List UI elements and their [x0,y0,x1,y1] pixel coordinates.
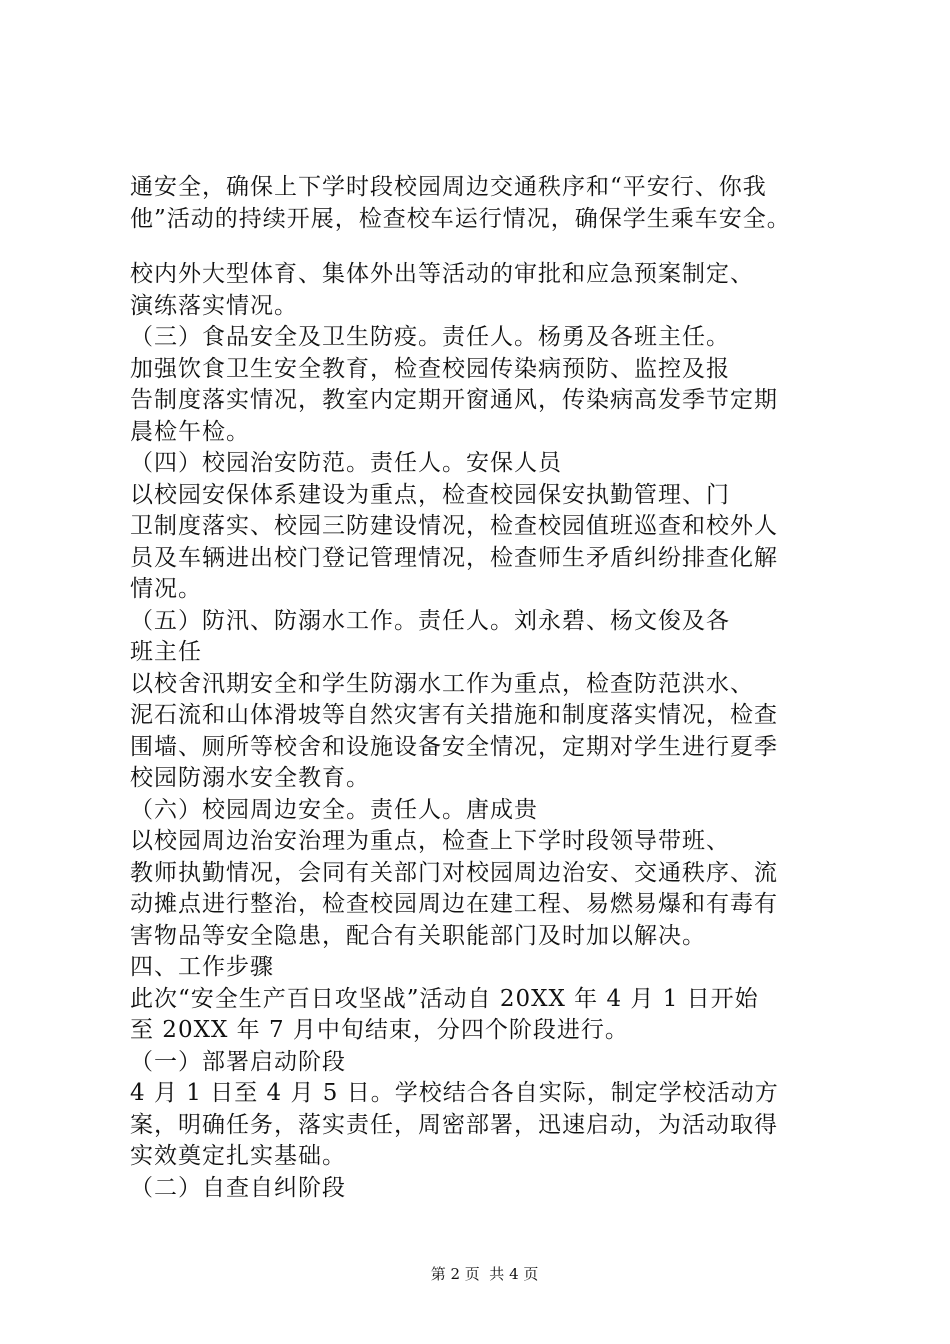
section-heading: （二）自查自纠阶段 [130,1174,346,1201]
text-line: 卫制度落实、校园三防建设情况，检查校园值班巡查和校外人 [130,513,778,539]
text-line: 此次“安全生产百日攻坚战”活动自 20XX 年 4 月 1 日开始 [130,985,759,1012]
text-line: 案，明确任务，落实责任，周密部署，迅速启动，为活动取得 [130,1111,778,1138]
text-line: 围墙、厕所等校舍和设施设备安全情况，定期对学生进行夏季 [130,733,778,760]
text-line: 至 20XX 年 7 月中旬结束，分四个阶段进行。 [130,1017,629,1043]
page-footer [0,1244,950,1304]
text-line: 4 月 1 日至 4 月 5 日。学校结合各自实际，制定学校活动方 [130,1080,779,1106]
text-line: 校内外大型体育、集体外出等活动的审批和应急预案制定、 [130,261,754,287]
text-line: 教师执勤情况，会同有关部门对校园周边治安、交通秩序、流 [130,859,778,886]
text-line: 情况。 [130,576,202,602]
section-heading: （四）校园治安防范。责任人。安保人员 [130,450,562,476]
text-line: 害物品等安全隐患，配合有关职能部门及时加以解决。 [130,922,706,949]
text-line: 实效奠定扎实基础。 [130,1143,346,1169]
text-line: 动摊点进行整治，检查校园周边在建工程、易燃易爆和有毒有 [130,891,778,917]
text-line: 晨检午检。 [130,418,250,445]
text-line: 班主任 [130,639,202,665]
text-line: 告制度落实情况，教室内定期开窗通风，传染病高发季节定期 [130,387,778,413]
section-heading: 四、工作步骤 [130,954,274,980]
text-line: 以校园安保体系建设为重点，检查校园保安执勤管理、门 [130,481,730,508]
section-heading: （一）部署启动阶段 [130,1048,346,1075]
text-line: 加强饮食卫生安全教育，检查校园传染病预防、监控及报 [130,355,730,382]
paragraph-gap [130,235,850,259]
section-heading: （六）校园周边安全。责任人。唐成贵 [130,796,538,823]
text-line: 他”活动的持续开展，检查校车运行情况，确保学生乘车安全。 [130,205,791,232]
text-line: 员及车辆进出校门登记管理情况，检查师生矛盾纠纷排查化解 [130,544,778,571]
text-line: 演练落实情况。 [130,292,298,319]
document-body [130,172,850,1204]
text-line: 以校舍汛期安全和学生防溺水工作为重点，检查防范洪水、 [130,670,754,697]
page-number-label: 第 2 页 共 4 页 [430,1265,539,1283]
text-line: 通安全，确保上下学时段校园周边交通秩序和“平安行、你我 [130,174,767,200]
text-line: 泥石流和山体滑坡等自然灾害有关措施和制度落实情况，检查 [130,702,778,728]
section-heading: （三）食品安全及卫生防疫。责任人。杨勇及各班主任。 [130,324,730,350]
text-line: 校园防溺水安全教育。 [130,765,370,791]
section-heading: （五）防汛、防溺水工作。责任人。刘永碧、杨文俊及各 [130,607,730,634]
text-line: 以校园周边治安治理为重点，检查上下学时段领导带班、 [130,828,730,854]
